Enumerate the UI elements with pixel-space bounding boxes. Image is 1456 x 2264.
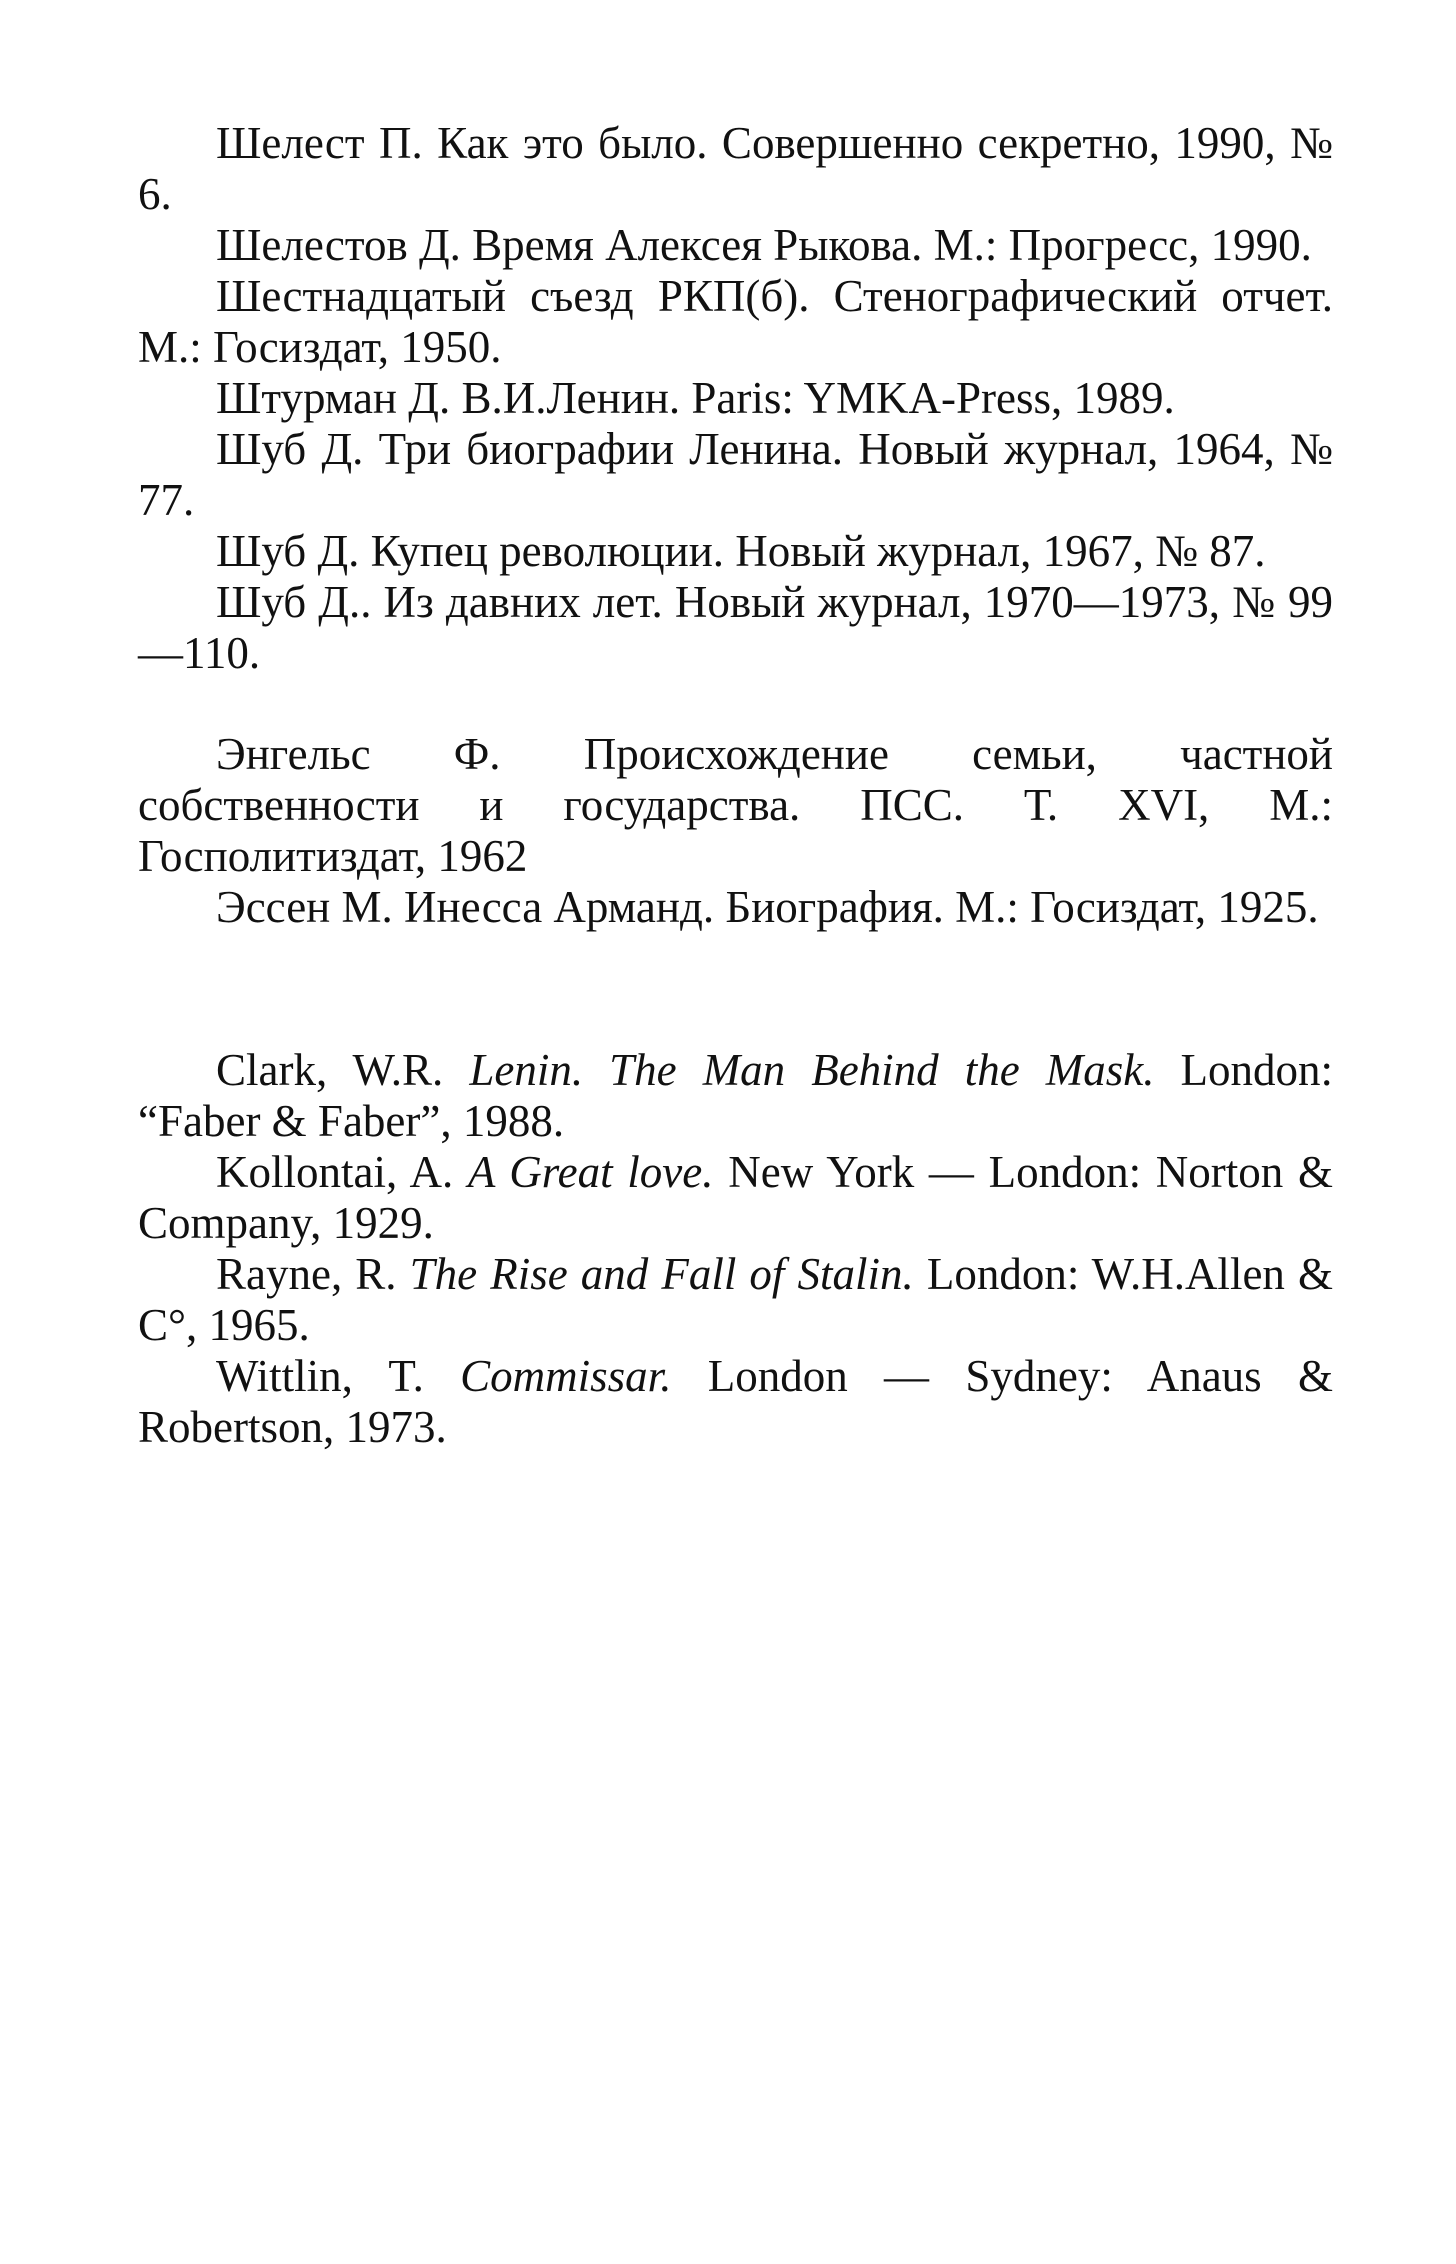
bibliography-entry: Шуб Д.. Из давних лет. Новый журнал, 1970—1973, № 99—110. [138, 577, 1333, 678]
entry-title: Lenin. The Man Behind the Mask. [469, 1045, 1155, 1095]
entry-publication: London: “Faber & Faber”, 1988. [138, 1045, 1333, 1146]
entry-title: Commissar. [460, 1351, 672, 1401]
bibliography-entry: Энгельс Ф. Происхождение семьи, частной собственности и государства. ПСС. Т. XVI, М.: Госполитиздат, 1962 [138, 729, 1333, 881]
bibliography-entry [138, 1351, 1333, 1453]
bibliography-entry: Шелест П. Как это было. Совершенно секретно, 1990, № 6. [138, 118, 1333, 219]
entry-title: A Great love. [467, 1147, 714, 1197]
bibliography-entry [138, 1249, 1333, 1351]
entry-publication: London: W.H.Allen & C°, 1965. [138, 1249, 1333, 1350]
bibliography-entry: Шуб Д. Три биографии Ленина. Новый журнал, 1964, № 77. [138, 424, 1333, 525]
bibliography-entry: Шелестов Д. Время Алексея Рыкова. М.: Прогресс, 1990. [216, 220, 1312, 270]
entry-publication: London — Sydney: Anaus & Robertson, 1973. [138, 1351, 1333, 1452]
entry-author: Wittlin, T. [216, 1351, 461, 1401]
bibliography-group-sh [138, 118, 1333, 679]
bibliography-page [138, 118, 1333, 1453]
bibliography-entry: Штурман Д. В.И.Ленин. Paris: YMKA-Press, 1989. [216, 373, 1175, 423]
bibliography-entry [138, 1045, 1333, 1147]
entry-author: Rayne, R. [216, 1249, 410, 1299]
bibliography-entry: Эссен М. Инесса Арманд. Биография. М.: Госиздат, 1925. [216, 882, 1319, 932]
bibliography-entry [138, 1147, 1333, 1249]
bibliography-group-e [138, 729, 1333, 933]
entry-title: The Rise and Fall of Stalin. [409, 1249, 914, 1299]
bibliography-group-latin [138, 1045, 1333, 1453]
bibliography-entry: Шестнадцатый съезд РКП(б). Стенографический отчет. М.: Госиздат, 1950. [138, 271, 1333, 372]
entry-author: Kollontai, A. [216, 1147, 468, 1197]
bibliography-entry: Шуб Д. Купец революции. Новый журнал, 1967, № 87. [216, 526, 1266, 576]
entry-author: Clark, W.R. [216, 1045, 470, 1095]
entry-publication: New York — London: Norton & Company, 1929. [138, 1147, 1333, 1248]
